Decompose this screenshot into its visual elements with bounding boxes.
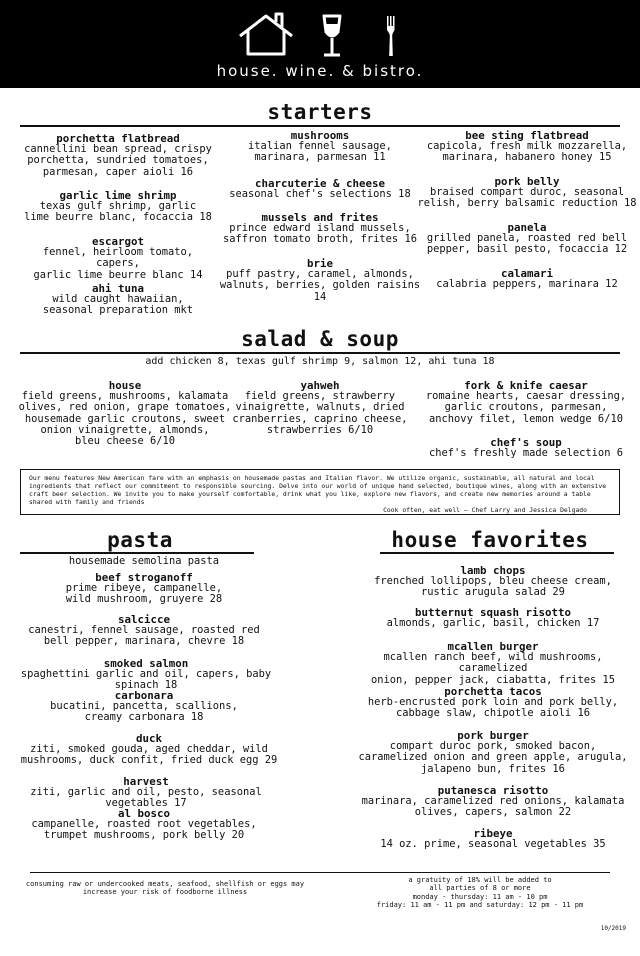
- footer-rule: [30, 872, 610, 873]
- menu-item: yahweh field greens, strawberry vinaigrette, walnuts, dried cranberries, caprino cheese, strawberries 6/10: [232, 379, 408, 436]
- menu-item: putanesca risotto marinara, caramelized red onions, kalamata olives, capers, salmon 22: [361, 784, 625, 819]
- menu-item: mushrooms italian fennel sausage, marinara, parmesan 11: [248, 129, 392, 164]
- pasta-rule: [20, 552, 254, 554]
- menu-item: harvest ziti, garlic and oil, pesto, seasonal vegetables 17: [30, 775, 262, 810]
- menu-item: escargot fennel, heirloom tomato, capers, garlic lime beurre blanc 14: [33, 235, 203, 281]
- menu-item: porchetta tacos herb-encrusted pork loin and pork belly, cabbage slaw, chipotle aioli 16: [367, 685, 619, 720]
- menu-item: carbonara bucatini, pancetta, scallions, creamy carbonara 18: [50, 689, 238, 724]
- brand-name: house. wine. & bistro.: [216, 62, 424, 80]
- about-text: Our menu features New American fare with an emphasis on housemade pastas and Italian flavor. We utilize organic, sustainable, all natural and local ingredients that reflect our commitment to responsible sourcing. Delve into our world of unique hand selected, boutique wines, along with an extensive craft beer selection. We invite you to make yourself comfortable, drink what you like, explore new flavors, and create new memories around a table shared with family and friends: [29, 474, 607, 506]
- salad-soup-title: salad & soup: [241, 327, 399, 351]
- menu-item: ahi tuna wild caught hawaiian, seasonal preparation mkt: [42, 282, 194, 317]
- menu-date: 10/2019: [600, 925, 626, 932]
- menu-item: pork burger compart duroc pork, smoked bacon, caramelized onion and green apple, arugula, jalapeno bun, frites 16: [358, 729, 628, 775]
- menu-item: calamari calabria peppers, marinara 12: [436, 267, 618, 291]
- menu-item: panela grilled panela, roasted red bell pepper, basil pesto, focaccia 12: [426, 221, 628, 256]
- menu-item: lamb chops frenched lollipops, bleu cheese cream, rustic arugula salad 29: [374, 564, 612, 599]
- menu-item: mcallen burger mcallen ranch beef, wild mushrooms, caramelized onion, pepper jack, ciabatta, frites 15: [371, 640, 615, 686]
- menu-item: porchetta flatbread cannellini bean spread, crispy porchetta, sundried tomatoes, parmesan, caper aioli 16: [24, 132, 212, 178]
- menu-item: al bosco campanelle, roasted root vegetables, trumpet mushrooms, pork belly 20: [31, 807, 257, 842]
- starters-rule: [20, 125, 620, 127]
- house-wine-fork-logo-icon: [236, 12, 406, 58]
- about-signature: Cook often, eat well – Chef Larry and Jessica Delgado: [383, 506, 587, 514]
- menu-item: smoked salmon spaghettini garlic and oil, capers, baby spinach 18: [20, 657, 272, 692]
- menu-item: beef stroganoff prime ribeye, campanelle, wild mushroom, gruyere 28: [65, 571, 223, 606]
- salad-addons: add chicken 8, texas gulf shrimp 9, salmon 12, ahi tuna 18: [145, 356, 495, 367]
- starters-title: starters: [267, 100, 373, 124]
- house-favorites-title: house favorites: [391, 528, 589, 552]
- menu-item: charcuterie & cheese seasonal chef's selections 18: [229, 177, 411, 201]
- salad-rule: [20, 352, 620, 354]
- menu-item: butternut squash risotto almonds, garlic, basil, chicken 17: [386, 606, 600, 630]
- pasta-title: pasta: [107, 528, 173, 552]
- about-box: [20, 469, 620, 515]
- food-warning: consuming raw or undercooked meats, seafood, shellfish or eggs may increase your risk of foodborne illness: [25, 880, 305, 897]
- menu-item: duck ziti, smoked gouda, aged cheddar, wild mushrooms, duck confit, fried duck egg 29: [20, 732, 278, 767]
- menu-item: pork belly braised compart duroc, seasonal relish, berry balsamic reduction 18: [417, 175, 637, 210]
- menu-item: ribeye 14 oz. prime, seasonal vegetables 35: [380, 827, 606, 851]
- header-banner: [0, 0, 640, 88]
- gratuity-hours: a gratuity of 18% will be added to all parties of 8 or more monday - thursday: 11 am - 10 pm friday: 11 am - 11 pm and saturday: 12 pm - 11 pm: [376, 876, 584, 910]
- pasta-note: housemade semolina pasta: [68, 555, 220, 567]
- menu-item: mussels and frites prince edward island mussels, saffron tomato broth, frites 16: [223, 211, 417, 246]
- menu-item: bee sting flatbread capicola, fresh milk mozzarella, marinara, habanero honey 15: [426, 129, 628, 164]
- menu-item: garlic lime shrimp texas gulf shrimp, garlic lime beurre blanc, focaccia 18: [24, 189, 212, 224]
- favorites-rule: [380, 552, 614, 554]
- menu-item: house field greens, mushrooms, kalamata olives, red onion, grape tomatoes, housemade garlic croutons, sweet onion vinaigrette, almonds, bleu cheese 6/10: [18, 379, 232, 448]
- menu-item: chef's soup chef's freshly made selection 6: [429, 436, 623, 460]
- menu-item: brie puff pastry, caramel, almonds, walnuts, berries, golden raisins 14: [219, 257, 421, 303]
- menu-item: fork & knife caesar romaine hearts, caesar dressing, garlic croutons, parmesan, anchovy filet, lemon wedge 6/10: [425, 379, 627, 425]
- menu-item: salcicce canestri, fennel sausage, roasted red bell pepper, marinara, chevre 18: [28, 613, 260, 648]
